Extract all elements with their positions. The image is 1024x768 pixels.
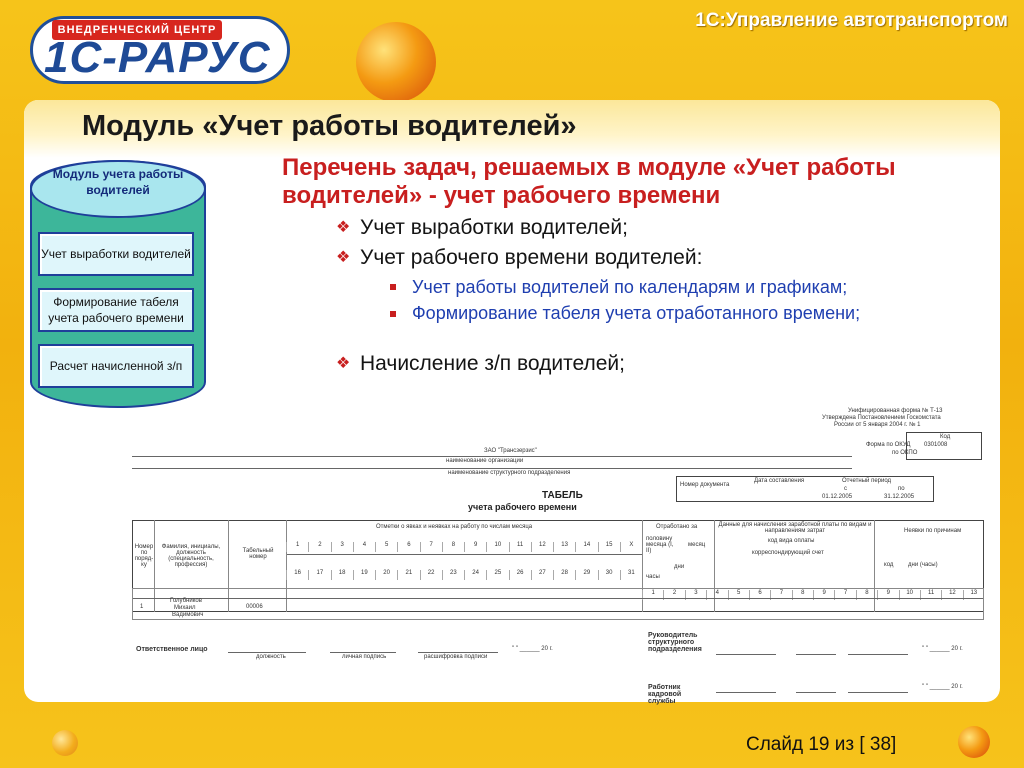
form-period-to: 31.12.2005 — [884, 494, 915, 500]
decorative-ball-icon — [356, 22, 436, 102]
form-col-marks: Отметки о явках и неявках на работу по числам месяца — [376, 524, 533, 530]
decorative-ball-icon — [52, 730, 78, 756]
form-period-from: 01.12.2005 — [822, 494, 853, 500]
form-date-mask: " " ______ 20 г. — [512, 646, 553, 652]
subtask-item — [390, 276, 847, 298]
logo-text: 1С-РАРУС — [44, 33, 271, 82]
square-bullet-icon — [390, 311, 396, 317]
form-day-cell: 10 — [486, 542, 508, 552]
subtask-item — [390, 303, 910, 323]
module-box-output: Учет выработки водителей — [38, 232, 194, 276]
form-day-cell: 14 — [575, 542, 597, 552]
form-row-name-1: Голубников — [170, 598, 202, 604]
form-doc-date-label: Дата составления — [754, 478, 805, 484]
form-col-absence: Неявки по причинам — [904, 528, 962, 534]
subtask-item-text: Формирование табеля учета отработанного времени; — [412, 303, 861, 323]
task-item-text: Учет выработки водителей; — [360, 216, 628, 239]
form-day-cell: 18 — [331, 570, 353, 580]
form-sig-personal: личная подпись — [342, 654, 387, 660]
form-line — [132, 456, 852, 457]
form-dept-caption: наименование структурного подразделения — [448, 470, 571, 476]
tasks-heading: Перечень задач, решаемых в модуле «Учет работы водителей» - учет рабочего времени — [282, 154, 896, 209]
form-index-cell: 9 — [877, 590, 898, 600]
diamond-bullet-icon: ❖ — [336, 249, 351, 266]
form-day-cell: 12 — [531, 542, 553, 552]
form-day-cell: 28 — [553, 570, 575, 580]
form-head-label: Руководитель структурного подразделения — [648, 632, 702, 653]
form-day-cell: X — [620, 542, 642, 552]
timesheet-form-image — [128, 402, 994, 705]
form-sign-line — [796, 654, 836, 655]
form-day-cell: 4 — [353, 542, 375, 552]
form-days-row-1 — [286, 542, 642, 552]
form-sig-position: должность — [256, 654, 286, 660]
form-day-cell: 8 — [442, 542, 464, 552]
form-index-cell: 7 — [770, 590, 791, 600]
module-title: Модуль учета работы водителей — [52, 167, 184, 197]
form-day-cell: 2 — [308, 542, 330, 552]
form-approved-date: России от 5 января 2004 г. № 1 — [834, 422, 921, 428]
form-days-row-2 — [286, 570, 642, 580]
form-sign-line — [848, 692, 908, 693]
form-code-label: Код — [940, 434, 951, 440]
form-org-name: ЗАО "Трансзерзис" — [484, 448, 537, 454]
form-index-cell: 13 — [963, 590, 984, 600]
form-day-cell: 26 — [509, 570, 531, 580]
form-col-worked-month: месяц — [688, 542, 706, 548]
form-date-mask: " " ______ 20 г. — [922, 684, 963, 690]
form-index-cell: 2 — [663, 590, 684, 600]
form-day-cell: 24 — [464, 570, 486, 580]
form-day-cell: 1 — [286, 542, 308, 552]
header — [0, 0, 1024, 100]
form-col-paytype: код вида оплаты — [768, 538, 815, 544]
form-day-cell: 11 — [509, 542, 531, 552]
form-sig-decode: расшифровка подписи — [424, 654, 488, 660]
form-day-cell: 29 — [575, 570, 597, 580]
form-col-number: Номер по поряд-ку — [134, 544, 154, 568]
form-day-cell: 21 — [397, 570, 419, 580]
module-box-timesheet: Формирование табеля учета рабочего времени — [38, 288, 194, 332]
form-okud-label: Форма по ОКУД — [866, 442, 911, 448]
task-item — [336, 214, 628, 242]
form-index-cell: 1 — [642, 590, 663, 600]
slide-title: Модуль «Учет работы водителей» — [82, 110, 577, 142]
form-index-cell: 10 — [899, 590, 920, 600]
form-period-from-label: с — [844, 486, 847, 492]
form-index-cell: 8 — [856, 590, 877, 600]
form-day-cell: 5 — [375, 542, 397, 552]
form-col-days: дни — [674, 564, 685, 570]
square-bullet-icon — [390, 284, 396, 290]
form-day-cell: 6 — [397, 542, 419, 552]
task-item — [336, 244, 702, 272]
form-day-cell: 7 — [420, 542, 442, 552]
subtask-item-text: Учет работы водителей по календарям и графикам; — [412, 277, 848, 297]
form-sign-line — [716, 692, 776, 693]
form-okud-code: 0301008 — [924, 442, 948, 448]
form-sign-line — [228, 652, 306, 653]
form-index-cell: 4 — [706, 590, 727, 600]
form-sign-line — [848, 654, 908, 655]
task-item-text: Начисление з/п водителей; — [360, 352, 625, 375]
form-col-name: Фамилия, инициалы, должность (специальность, профессия) — [161, 544, 221, 568]
form-col-worked-half: половину месяца (I, II) — [646, 536, 674, 554]
form-doc-number-label: Номер документа — [680, 482, 730, 488]
form-index-cell: 6 — [749, 590, 770, 600]
form-date-mask: " " ______ 20 г. — [922, 646, 963, 652]
form-day-cell: 9 — [464, 542, 486, 552]
task-item-text: Учет рабочего времени водителей: — [360, 246, 703, 269]
form-row-name-2: Михаил — [174, 605, 196, 611]
form-col-account: корреспондирующий счет — [752, 550, 824, 556]
form-index-cell: 7 — [834, 590, 855, 600]
form-row-box — [132, 588, 984, 620]
form-index-cell: 8 — [792, 590, 813, 600]
form-index-cell: 3 — [685, 590, 706, 600]
task-item — [336, 350, 625, 378]
form-day-cell: 19 — [353, 570, 375, 580]
form-approved-label: Утверждена Постановлением Госкомстата — [822, 415, 941, 421]
decorative-ball-icon — [958, 726, 990, 758]
form-col-days-hours: дни (часы) — [908, 562, 938, 568]
form-subtitle: учета рабочего времени — [468, 502, 577, 512]
form-row-tab: 00006 — [246, 604, 263, 610]
form-day-cell: 13 — [553, 542, 575, 552]
form-resp-label: Ответственное лицо — [136, 646, 208, 653]
form-index-cell: 9 — [813, 590, 834, 600]
logo-banner: ВНЕДРЕНЧЕСКИЙ ЦЕНТР — [52, 20, 222, 40]
form-period-to-label: по — [898, 486, 905, 492]
form-day-cell: 22 — [420, 570, 442, 580]
form-hr-label: Работник кадровой службы — [648, 684, 682, 705]
form-day-cell: 30 — [598, 570, 620, 580]
form-day-cell: 23 — [442, 570, 464, 580]
app-title: 1С:Управление автотранспортом — [695, 10, 1008, 31]
form-day-cell: 25 — [486, 570, 508, 580]
diamond-bullet-icon: ❖ — [336, 355, 351, 372]
form-day-cell: 17 — [308, 570, 330, 580]
form-title: ТАБЕЛЬ — [542, 490, 583, 501]
form-row-name-3: Вадимович — [172, 612, 204, 618]
slide-counter: Слайд 19 из [ 38] — [746, 734, 897, 755]
form-period-label: Отчетный период — [842, 478, 892, 484]
form-index-cell: 12 — [941, 590, 962, 600]
form-col-hours: часы — [646, 574, 660, 580]
diamond-bullet-icon: ❖ — [336, 219, 351, 236]
form-unified-label: Унифицированная форма № Т-13 — [848, 408, 943, 414]
form-okpo-label: по ОКПО — [892, 450, 918, 456]
form-sign-line — [418, 652, 498, 653]
form-col-payroll: Данные для начисления заработной платы по видам и направлениям затрат — [718, 522, 872, 534]
form-sign-line — [796, 692, 836, 693]
form-col-code: код — [884, 562, 894, 568]
form-day-cell: 3 — [331, 542, 353, 552]
form-day-cell: 31 — [620, 570, 642, 580]
form-line — [132, 468, 852, 469]
form-org-caption: наименование организации — [446, 458, 524, 464]
form-day-cell: 15 — [598, 542, 620, 552]
form-line — [286, 554, 642, 555]
form-day-cell: 20 — [375, 570, 397, 580]
form-col-worked: Отработано за — [656, 524, 698, 530]
form-index-cell: 11 — [920, 590, 941, 600]
form-sign-line — [330, 652, 396, 653]
form-col-tab: Табельный номер — [242, 548, 274, 560]
form-index-cell: 5 — [728, 590, 749, 600]
form-day-cell: 27 — [531, 570, 553, 580]
form-day-cell: 16 — [286, 570, 308, 580]
form-row-number: 1 — [140, 604, 144, 610]
form-sign-line — [716, 654, 776, 655]
module-box-salary: Расчет начисленной з/п — [38, 344, 194, 388]
